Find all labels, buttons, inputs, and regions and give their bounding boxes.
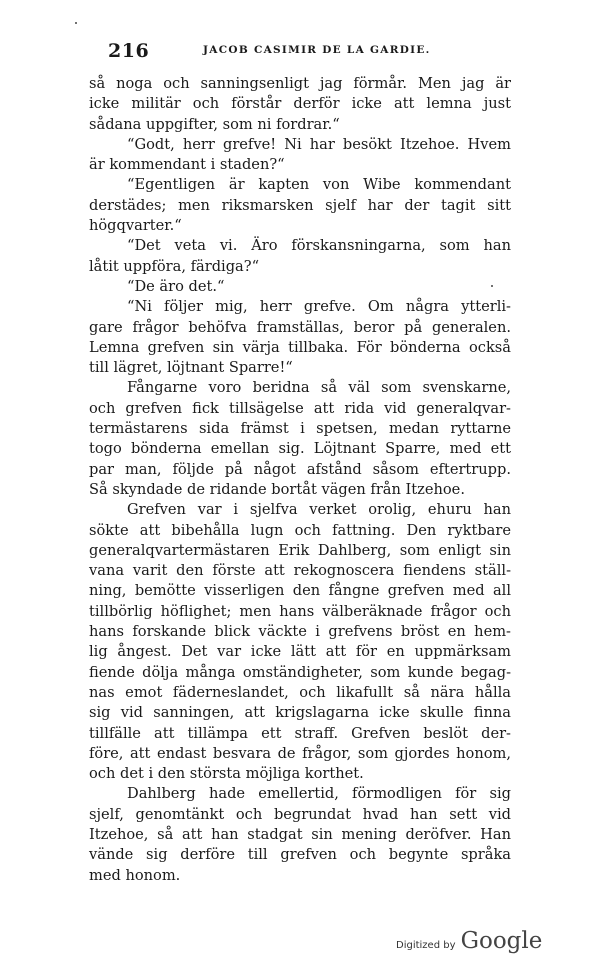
text-line: är kommendant i staden?“ xyxy=(89,156,285,174)
text-line: tillbörlig höflighet; men hans välberäknade frågor och xyxy=(89,602,511,620)
text-line: Dahlberg hade emellertid, förmodligen för sig xyxy=(127,785,511,803)
text-line: vände sig derföre till grefven och begynte språka xyxy=(89,846,511,864)
text-line: hans forskande blick väckte i grefvens bröst en hem- xyxy=(89,623,511,641)
text-line: lig ångest. Det var icke lätt att för en uppmärksam xyxy=(89,643,511,661)
text-line: “Ni följer mig, herr grefve. Om några ytterli- xyxy=(127,298,511,316)
text-line: fiende dölja många omständigheter, som kunde begag- xyxy=(89,663,511,681)
text-line: sådana uppgifter, som ni fordrar.“ xyxy=(89,115,340,133)
text-line: med honom. xyxy=(89,866,181,884)
ink-speck xyxy=(75,22,77,24)
text-line: till lägret, löjtnant Sparre!“ xyxy=(89,359,293,377)
text-line: sökte att bibehålla lugn och fattning. Den ryktbare xyxy=(89,521,511,539)
running-title: JACOB CASIMIR DE LA GARDIE. xyxy=(203,44,431,56)
text-line: icke militär och förstår derför icke att lemna just xyxy=(89,95,511,113)
text-line: “Godt, herr grefve! Ni har besökt Itzehoe. Hvem xyxy=(127,135,511,153)
text-line: Grefven var i sjelfva verket orolig, ehuru han xyxy=(127,501,511,519)
body-text xyxy=(89,74,511,886)
text-line: generalqvartermästaren Erik Dahlberg, som enligt sin xyxy=(89,541,511,559)
text-line: högqvarter.“ xyxy=(89,217,182,235)
text-line: termästarens sida främst i spetsen, medan ryttarne xyxy=(89,420,511,438)
text-line: Fångarne voro beridna så väl som svenskarne, xyxy=(127,379,511,397)
text-line: Itzehoe, så att han stadgat sin mening deröfver. Han xyxy=(89,825,511,843)
text-line: tillfälle att tillämpa ett straff. Grefven beslöt der- xyxy=(89,724,511,742)
text-line: derstädes; men riksmarsken sjelf har der tagit sitt xyxy=(89,196,511,214)
text-line: Lemna grefven sin värja tillbaka. För bönderna också xyxy=(89,338,511,356)
google-logo: Google xyxy=(460,928,543,954)
text-line: Så skyndade de ridande bortåt vägen från Itzehoe. xyxy=(89,480,465,498)
text-line: nas emot fäderneslandet, och likafullt så nära hålla xyxy=(89,683,511,701)
text-line: sjelf, genomtänkt och begrundat hvad han sett vid xyxy=(89,805,511,823)
digitized-by-google-watermark xyxy=(396,928,542,954)
text-line: gare frågor behöfva framställas, beror på generalen. xyxy=(89,318,511,336)
digitized-by-label: Digitized by xyxy=(396,940,456,951)
text-line: och grefven fick tillsägelse att rida vid generalqvar- xyxy=(89,399,511,417)
text-line: låtit uppföra, färdiga?“ xyxy=(89,257,260,275)
text-line: och det i den största möjliga korthet. xyxy=(89,765,364,783)
text-line: “Det veta vi. Äro förskansningarna, som han xyxy=(127,237,511,255)
text-line: så noga och sanningsenligt jag förmår. Men jag är xyxy=(89,75,511,92)
text-line: vana varit den förste att rekognoscera fiendens ställ- xyxy=(89,562,511,580)
text-line: sig vid sanningen, att krigslagarna icke skulle finna xyxy=(89,704,511,722)
text-line: “De äro det.“ xyxy=(127,277,225,295)
page-header xyxy=(108,40,508,64)
text-line: togo bönderna emellan sig. Löjtnant Sparre, med ett xyxy=(89,440,511,458)
text-line: par man, följde på något afstånd såsom eftertrupp. xyxy=(89,460,511,478)
page-number: 216 xyxy=(108,40,150,62)
text-line: före, att endast besvara de frågor, som gjordes honom, xyxy=(89,744,511,762)
text-line: ning, bemötte visserligen den fångne grefven med all xyxy=(89,582,511,600)
text-line: “Egentligen är kapten von Wibe kommendant xyxy=(127,176,511,194)
